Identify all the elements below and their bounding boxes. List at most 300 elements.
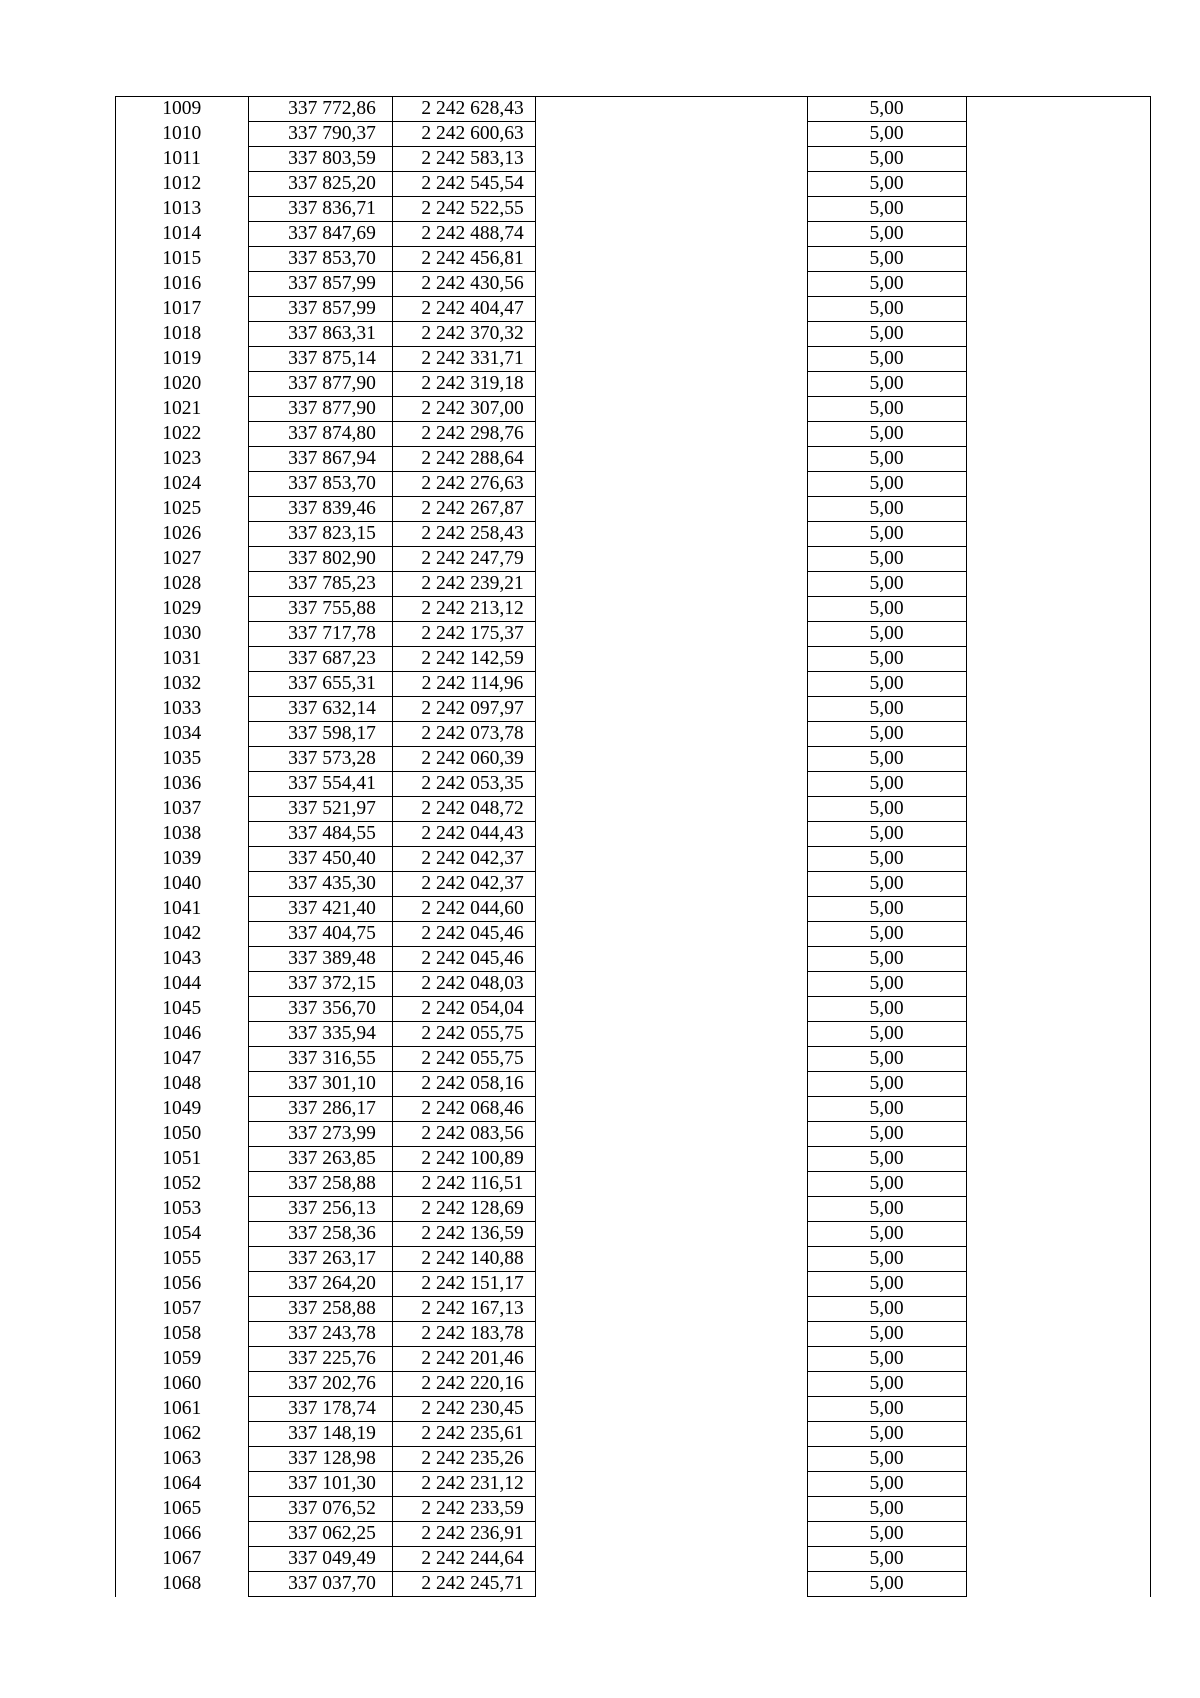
error-value-cell: 5,00: [807, 1547, 966, 1572]
y-coordinate-cell: 2 242 236,91: [392, 1522, 535, 1547]
error-value-cell: 5,00: [807, 372, 966, 397]
point-number-cell: 1022: [162, 423, 202, 444]
empty-cell: [966, 1547, 1150, 1572]
error-value-cell: 5,00: [807, 272, 966, 297]
x-coordinate-cell: 337 598,17: [248, 722, 392, 747]
table-row: [116, 1222, 1150, 1247]
empty-cell: [966, 1022, 1150, 1047]
empty-cell: [966, 1247, 1150, 1272]
empty-cell: [966, 672, 1150, 697]
x-coordinate-cell: 337 823,15: [248, 522, 392, 547]
table-row: [116, 122, 1150, 147]
y-coordinate-cell: 2 242 370,32: [392, 322, 535, 347]
empty-cell: [966, 347, 1150, 372]
y-coordinate-cell: 2 242 488,74: [392, 222, 535, 247]
x-coordinate-cell: 337 389,48: [248, 947, 392, 972]
empty-cell: [535, 122, 807, 147]
error-value-cell: 5,00: [807, 1247, 966, 1272]
x-coordinate-cell: 337 836,71: [248, 197, 392, 222]
table-row: [116, 1347, 1150, 1372]
empty-cell: [966, 222, 1150, 247]
error-value-cell: 5,00: [807, 1472, 966, 1497]
y-coordinate-cell: 2 242 048,72: [392, 797, 535, 822]
table-row: [116, 622, 1150, 647]
point-number-cell: 1026: [162, 523, 202, 544]
empty-cell: [535, 1497, 807, 1522]
y-coordinate-cell: 2 242 231,12: [392, 1472, 535, 1497]
empty-cell: [966, 472, 1150, 497]
point-number-cell: 1049: [162, 1098, 202, 1119]
x-coordinate-cell: 337 687,23: [248, 647, 392, 672]
x-coordinate-cell: 337 037,70: [248, 1572, 392, 1597]
empty-cell: [535, 247, 807, 272]
point-number-cell: 1012: [162, 173, 202, 194]
empty-cell: [966, 897, 1150, 922]
table-row: [116, 272, 1150, 297]
point-number-cell: 1059: [162, 1348, 202, 1369]
x-coordinate-cell: 337 435,30: [248, 872, 392, 897]
table-row: [116, 1322, 1150, 1347]
point-number-cell: 1053: [162, 1198, 202, 1219]
point-number-cell: 1025: [162, 498, 202, 519]
empty-cell: [535, 372, 807, 397]
empty-cell: [966, 547, 1150, 572]
empty-cell: [966, 397, 1150, 422]
table-row: [116, 747, 1150, 772]
table-row: [116, 1122, 1150, 1147]
empty-cell: [966, 697, 1150, 722]
point-number-cell: 1058: [162, 1323, 202, 1344]
y-coordinate-cell: 2 242 060,39: [392, 747, 535, 772]
y-coordinate-cell: 2 242 053,35: [392, 772, 535, 797]
table-row: [116, 547, 1150, 572]
empty-cell: [535, 622, 807, 647]
empty-cell: [966, 272, 1150, 297]
table-row: [116, 1172, 1150, 1197]
empty-cell: [535, 672, 807, 697]
point-number-cell: 1028: [162, 573, 202, 594]
empty-cell: [966, 247, 1150, 272]
error-value-cell: 5,00: [807, 747, 966, 772]
empty-cell: [535, 1172, 807, 1197]
point-number-cell: 1023: [162, 448, 202, 469]
table-row: [116, 822, 1150, 847]
empty-cell: [966, 422, 1150, 447]
error-value-cell: 5,00: [807, 1572, 966, 1597]
y-coordinate-cell: 2 242 245,71: [392, 1572, 535, 1597]
error-value-cell: 5,00: [807, 497, 966, 522]
point-number-cell: 1013: [162, 198, 202, 219]
point-number-cell: 1015: [162, 248, 202, 269]
x-coordinate-cell: 337 877,90: [248, 397, 392, 422]
y-coordinate-cell: 2 242 235,26: [392, 1447, 535, 1472]
x-coordinate-cell: 337 148,19: [248, 1422, 392, 1447]
point-number-cell: 1066: [162, 1523, 202, 1544]
empty-cell: [966, 297, 1150, 322]
empty-cell: [535, 1197, 807, 1222]
x-coordinate-cell: 337 803,59: [248, 147, 392, 172]
empty-cell: [966, 622, 1150, 647]
y-coordinate-cell: 2 242 239,21: [392, 572, 535, 597]
x-coordinate-cell: 337 178,74: [248, 1397, 392, 1422]
empty-cell: [535, 1447, 807, 1472]
error-value-cell: 5,00: [807, 547, 966, 572]
empty-cell: [966, 172, 1150, 197]
table-row: [116, 897, 1150, 922]
empty-cell: [535, 1047, 807, 1072]
empty-cell: [535, 997, 807, 1022]
point-number-cell: 1042: [162, 923, 202, 944]
empty-cell: [966, 497, 1150, 522]
x-coordinate-cell: 337 202,76: [248, 1372, 392, 1397]
x-coordinate-cell: 337 573,28: [248, 747, 392, 772]
y-coordinate-cell: 2 242 114,96: [392, 672, 535, 697]
empty-cell: [535, 547, 807, 572]
y-coordinate-cell: 2 242 097,97: [392, 697, 535, 722]
table-row: [116, 972, 1150, 997]
y-coordinate-cell: 2 242 142,59: [392, 647, 535, 672]
table-row: [116, 672, 1150, 697]
empty-cell: [535, 1147, 807, 1172]
y-coordinate-cell: 2 242 128,69: [392, 1197, 535, 1222]
x-coordinate-cell: 337 286,17: [248, 1097, 392, 1122]
point-number-cell: 1067: [162, 1548, 202, 1569]
x-coordinate-cell: 337 521,97: [248, 797, 392, 822]
empty-cell: [966, 997, 1150, 1022]
empty-cell: [535, 1347, 807, 1372]
point-number-cell: 1038: [162, 823, 202, 844]
table-row: [116, 1572, 1150, 1597]
x-coordinate-cell: 337 632,14: [248, 697, 392, 722]
y-coordinate-cell: 2 242 073,78: [392, 722, 535, 747]
error-value-cell: 5,00: [807, 1497, 966, 1522]
error-value-cell: 5,00: [807, 522, 966, 547]
point-number-cell: 1032: [162, 673, 202, 694]
error-value-cell: 5,00: [807, 122, 966, 147]
error-value-cell: 5,00: [807, 422, 966, 447]
y-coordinate-cell: 2 242 247,79: [392, 547, 535, 572]
x-coordinate-cell: 337 875,14: [248, 347, 392, 372]
y-coordinate-cell: 2 242 430,56: [392, 272, 535, 297]
table-row: [116, 847, 1150, 872]
empty-cell: [966, 447, 1150, 472]
empty-cell: [535, 1272, 807, 1297]
error-value-cell: 5,00: [807, 197, 966, 222]
table-row: [116, 347, 1150, 372]
x-coordinate-cell: 337 101,30: [248, 1472, 392, 1497]
empty-cell: [535, 447, 807, 472]
table-row: [116, 1097, 1150, 1122]
error-value-cell: 5,00: [807, 347, 966, 372]
x-coordinate-cell: 337 450,40: [248, 847, 392, 872]
point-number-cell: 1014: [162, 223, 202, 244]
table-row: [116, 1547, 1150, 1572]
empty-cell: [966, 872, 1150, 897]
point-number-cell: 1044: [162, 973, 202, 994]
point-number-cell: 1039: [162, 848, 202, 869]
table-row: [116, 1472, 1150, 1497]
point-number-cell: 1019: [162, 348, 202, 369]
table-row: [116, 497, 1150, 522]
y-coordinate-cell: 2 242 288,64: [392, 447, 535, 472]
error-value-cell: 5,00: [807, 472, 966, 497]
point-number-cell: 1052: [162, 1173, 202, 1194]
error-value-cell: 5,00: [807, 1072, 966, 1097]
x-coordinate-cell: 337 755,88: [248, 597, 392, 622]
point-number-cell: 1020: [162, 373, 202, 394]
error-value-cell: 5,00: [807, 1297, 966, 1322]
y-coordinate-cell: 2 242 628,43: [392, 97, 535, 122]
empty-cell: [535, 772, 807, 797]
coordinates-table-frame: [115, 96, 1151, 1597]
table-row: [116, 797, 1150, 822]
x-coordinate-cell: 337 256,13: [248, 1197, 392, 1222]
empty-cell: [535, 1422, 807, 1447]
x-coordinate-cell: 337 263,85: [248, 1147, 392, 1172]
x-coordinate-cell: 337 264,20: [248, 1272, 392, 1297]
error-value-cell: 5,00: [807, 697, 966, 722]
y-coordinate-cell: 2 242 235,61: [392, 1422, 535, 1447]
error-value-cell: 5,00: [807, 1047, 966, 1072]
empty-cell: [535, 1222, 807, 1247]
error-value-cell: 5,00: [807, 1372, 966, 1397]
empty-cell: [535, 797, 807, 822]
point-number-cell: 1063: [162, 1448, 202, 1469]
y-coordinate-cell: 2 242 167,13: [392, 1297, 535, 1322]
empty-cell: [966, 1072, 1150, 1097]
empty-cell: [966, 1222, 1150, 1247]
y-coordinate-cell: 2 242 083,56: [392, 1122, 535, 1147]
point-number-cell: 1029: [162, 598, 202, 619]
point-number-cell: 1041: [162, 898, 202, 919]
table-row: [116, 1522, 1150, 1547]
error-value-cell: 5,00: [807, 1222, 966, 1247]
y-coordinate-cell: 2 242 307,00: [392, 397, 535, 422]
x-coordinate-cell: 337 258,88: [248, 1172, 392, 1197]
point-number-cell: 1027: [162, 548, 202, 569]
empty-cell: [966, 1372, 1150, 1397]
y-coordinate-cell: 2 242 136,59: [392, 1222, 535, 1247]
empty-cell: [966, 1147, 1150, 1172]
y-coordinate-cell: 2 242 151,17: [392, 1272, 535, 1297]
y-coordinate-cell: 2 242 220,16: [392, 1372, 535, 1397]
x-coordinate-cell: 337 655,31: [248, 672, 392, 697]
empty-cell: [966, 1322, 1150, 1347]
point-number-cell: 1031: [162, 648, 202, 669]
table-row: [116, 197, 1150, 222]
empty-cell: [535, 922, 807, 947]
table-row: [116, 222, 1150, 247]
y-coordinate-cell: 2 242 213,12: [392, 597, 535, 622]
empty-cell: [966, 947, 1150, 972]
error-value-cell: 5,00: [807, 872, 966, 897]
error-value-cell: 5,00: [807, 1447, 966, 1472]
x-coordinate-cell: 337 857,99: [248, 297, 392, 322]
empty-cell: [535, 722, 807, 747]
point-number-cell: 1037: [162, 798, 202, 819]
y-coordinate-cell: 2 242 230,45: [392, 1397, 535, 1422]
empty-cell: [966, 972, 1150, 997]
empty-cell: [535, 1397, 807, 1422]
error-value-cell: 5,00: [807, 247, 966, 272]
error-value-cell: 5,00: [807, 647, 966, 672]
empty-cell: [966, 197, 1150, 222]
table-row: [116, 147, 1150, 172]
y-coordinate-cell: 2 242 055,75: [392, 1022, 535, 1047]
table-row: [116, 872, 1150, 897]
error-value-cell: 5,00: [807, 1522, 966, 1547]
error-value-cell: 5,00: [807, 147, 966, 172]
y-coordinate-cell: 2 242 058,16: [392, 1072, 535, 1097]
y-coordinate-cell: 2 242 045,46: [392, 947, 535, 972]
x-coordinate-cell: 337 717,78: [248, 622, 392, 647]
x-coordinate-cell: 337 258,36: [248, 1222, 392, 1247]
empty-cell: [966, 1497, 1150, 1522]
empty-cell: [966, 1047, 1150, 1072]
x-coordinate-cell: 337 335,94: [248, 1022, 392, 1047]
y-coordinate-cell: 2 242 045,46: [392, 922, 535, 947]
table-row: [116, 722, 1150, 747]
x-coordinate-cell: 337 372,15: [248, 972, 392, 997]
x-coordinate-cell: 337 356,70: [248, 997, 392, 1022]
empty-cell: [535, 897, 807, 922]
y-coordinate-cell: 2 242 600,63: [392, 122, 535, 147]
error-value-cell: 5,00: [807, 672, 966, 697]
point-number-cell: 1018: [162, 323, 202, 344]
y-coordinate-cell: 2 242 258,43: [392, 522, 535, 547]
empty-cell: [966, 1522, 1150, 1547]
error-value-cell: 5,00: [807, 922, 966, 947]
x-coordinate-cell: 337 243,78: [248, 1322, 392, 1347]
point-number-cell: 1050: [162, 1123, 202, 1144]
x-coordinate-cell: 337 076,52: [248, 1497, 392, 1522]
empty-cell: [535, 947, 807, 972]
empty-cell: [966, 522, 1150, 547]
x-coordinate-cell: 337 857,99: [248, 272, 392, 297]
error-value-cell: 5,00: [807, 572, 966, 597]
empty-cell: [966, 1197, 1150, 1222]
x-coordinate-cell: 337 867,94: [248, 447, 392, 472]
error-value-cell: 5,00: [807, 1147, 966, 1172]
point-number-cell: 1011: [162, 148, 201, 169]
x-coordinate-cell: 337 825,20: [248, 172, 392, 197]
x-coordinate-cell: 337 128,98: [248, 1447, 392, 1472]
table-row: [116, 922, 1150, 947]
x-coordinate-cell: 337 847,69: [248, 222, 392, 247]
empty-cell: [535, 1322, 807, 1347]
y-coordinate-cell: 2 242 456,81: [392, 247, 535, 272]
x-coordinate-cell: 337 273,99: [248, 1122, 392, 1147]
y-coordinate-cell: 2 242 404,47: [392, 297, 535, 322]
empty-cell: [966, 797, 1150, 822]
empty-cell: [535, 822, 807, 847]
table-row: [116, 422, 1150, 447]
table-row: [116, 1072, 1150, 1097]
empty-cell: [966, 1172, 1150, 1197]
x-coordinate-cell: 337 853,70: [248, 472, 392, 497]
x-coordinate-cell: 337 785,23: [248, 572, 392, 597]
coordinates-table-body: [116, 97, 1150, 1597]
y-coordinate-cell: 2 242 244,64: [392, 1547, 535, 1572]
error-value-cell: 5,00: [807, 172, 966, 197]
error-value-cell: 5,00: [807, 1422, 966, 1447]
empty-cell: [535, 1547, 807, 1572]
error-value-cell: 5,00: [807, 222, 966, 247]
table-row: [116, 322, 1150, 347]
empty-cell: [535, 747, 807, 772]
table-row: [116, 1047, 1150, 1072]
error-value-cell: 5,00: [807, 1122, 966, 1147]
error-value-cell: 5,00: [807, 1172, 966, 1197]
empty-cell: [535, 522, 807, 547]
point-number-cell: 1024: [162, 473, 202, 494]
point-number-cell: 1051: [162, 1148, 202, 1169]
point-number-cell: 1043: [162, 948, 202, 969]
point-number-cell: 1054: [162, 1223, 202, 1244]
y-coordinate-cell: 2 242 319,18: [392, 372, 535, 397]
table-row: [116, 297, 1150, 322]
empty-cell: [535, 1522, 807, 1547]
empty-cell: [535, 197, 807, 222]
empty-cell: [966, 772, 1150, 797]
empty-cell: [966, 147, 1150, 172]
y-coordinate-cell: 2 242 331,71: [392, 347, 535, 372]
table-row: [116, 997, 1150, 1022]
x-coordinate-cell: 337 863,31: [248, 322, 392, 347]
empty-cell: [535, 1247, 807, 1272]
error-value-cell: 5,00: [807, 447, 966, 472]
table-row: [116, 522, 1150, 547]
error-value-cell: 5,00: [807, 722, 966, 747]
point-number-cell: 1017: [162, 298, 202, 319]
empty-cell: [966, 1297, 1150, 1322]
x-coordinate-cell: 337 421,40: [248, 897, 392, 922]
point-number-cell: 1010: [162, 123, 202, 144]
y-coordinate-cell: 2 242 055,75: [392, 1047, 535, 1072]
point-number-cell: 1046: [162, 1023, 202, 1044]
table-row: [116, 1397, 1150, 1422]
table-row: [116, 697, 1150, 722]
y-coordinate-cell: 2 242 233,59: [392, 1497, 535, 1522]
empty-cell: [535, 147, 807, 172]
y-coordinate-cell: 2 242 116,51: [392, 1172, 535, 1197]
empty-cell: [535, 1372, 807, 1397]
empty-cell: [535, 1297, 807, 1322]
x-coordinate-cell: 337 554,41: [248, 772, 392, 797]
table-row: [116, 772, 1150, 797]
point-number-cell: 1035: [162, 748, 202, 769]
point-number-cell: 1055: [162, 1248, 202, 1269]
error-value-cell: 5,00: [807, 972, 966, 997]
point-number-cell: 1064: [162, 1473, 202, 1494]
empty-cell: [966, 847, 1150, 872]
y-coordinate-cell: 2 242 183,78: [392, 1322, 535, 1347]
empty-cell: [535, 1072, 807, 1097]
empty-cell: [535, 222, 807, 247]
point-number-cell: 1062: [162, 1423, 202, 1444]
empty-cell: [535, 397, 807, 422]
y-coordinate-cell: 2 242 583,13: [392, 147, 535, 172]
x-coordinate-cell: 337 853,70: [248, 247, 392, 272]
point-number-cell: 1033: [162, 698, 202, 719]
table-row: [116, 372, 1150, 397]
error-value-cell: 5,00: [807, 997, 966, 1022]
empty-cell: [535, 1122, 807, 1147]
table-row: [116, 1422, 1150, 1447]
empty-cell: [966, 1122, 1150, 1147]
empty-cell: [966, 1472, 1150, 1497]
y-coordinate-cell: 2 242 298,76: [392, 422, 535, 447]
